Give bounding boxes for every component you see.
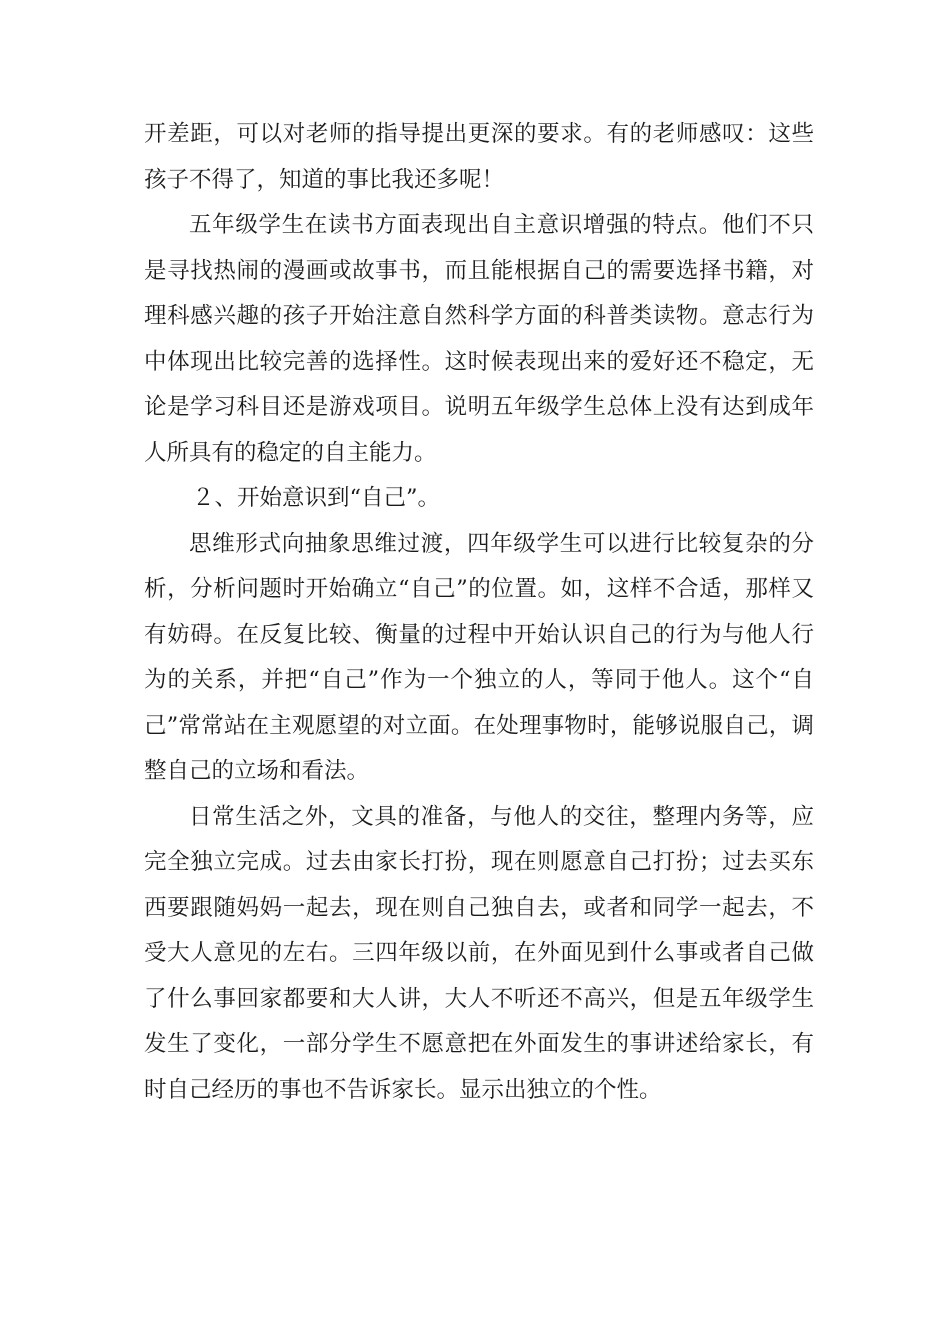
paragraph-continuation: 开差距，可以对老师的指导提出更深的要求。有的老师感叹：这些孩子不得了，知道的事比我还多呢！ <box>144 121 814 193</box>
paragraph-reading-autonomy: 五年级学生在读书方面表现出自主意识增强的特点。他们不只是寻找热闹的漫画或故事书，而且能根据自己的需要选择书籍，对理科感兴趣的孩子开始注意自然科学方面的科普类读物。意志行为中体现出比较完善的选择性。这时候表现出来的爱好还不稳定，无论是学习科目还是游戏项目。说明五年级学生总体上没有达到成年人所具有的稳定的自主能力。 <box>144 212 814 466</box>
paragraph-abstract-thinking: 思维形式向抽象思维过渡，四年级学生可以进行比较复杂的分析，分析问题时开始确立“自己”的位置。如，这样不合适，那样又有妨碍。在反复比较、衡量的过程中开始认识自己的行为与他人行为的关系，并把“自己”作为一个独立的人，等同于他人。这个“自己”常常站在主观愿望的对立面。在处理事物时，能够说服自己，调整自己的立场和看法。 <box>144 530 814 784</box>
document-body <box>144 112 814 1113</box>
paragraph-daily-independence: 日常生活之外，文具的准备，与他人的交往，整理内务等，应完全独立完成。过去由家长打扮，现在则愿意自己打扮；过去买东西要跟随妈妈一起去，现在则自己独自去，或者和同学一起去，不受大人意见的左右。三四年级以前，在外面见到什么事或者自己做了什么事回家都要和大人讲，大人不听还不高兴，但是五年级学生发生了变化，一部分学生不愿意把在外面发生的事讲述给家长，有时自己经历的事也不告诉家长。显示出独立的个性。 <box>144 803 814 1103</box>
section-heading-self-awareness: ２、开始意识到“自己”。 <box>192 485 441 511</box>
